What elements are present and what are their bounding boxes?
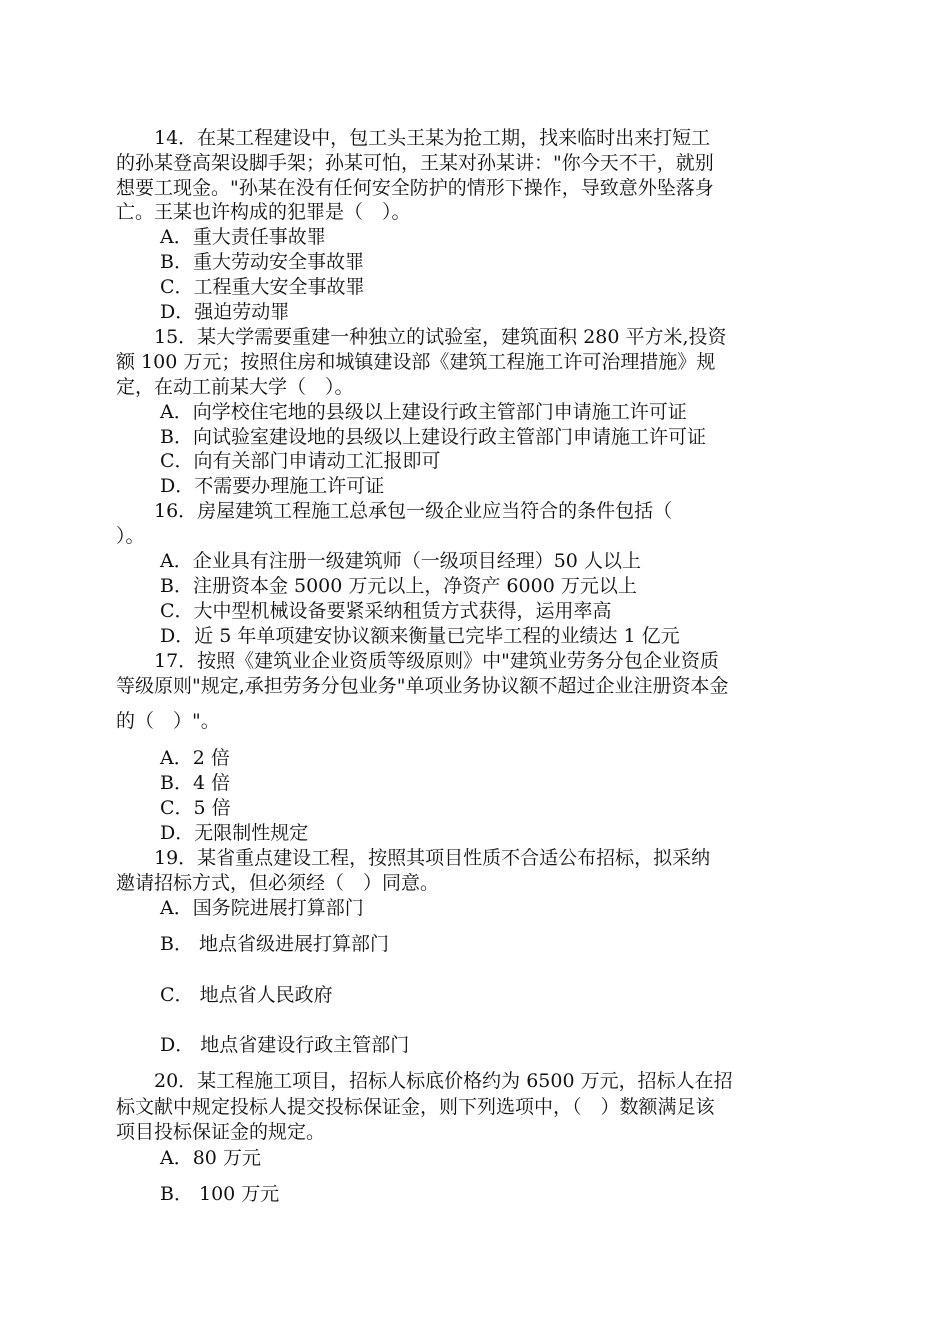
question-15-option-d: D．不需要办理施工许可证: [160, 475, 385, 497]
question-15-option-b: B．向试验室建设地的县级以上建设行政主管部门申请施工许可证: [160, 426, 706, 448]
question-20-line-3: 项目投标保证金的规定。: [116, 1121, 326, 1143]
question-20-option-b: B． 100 万元: [160, 1183, 280, 1205]
question-17-line-3: 的（ ）"。: [116, 710, 220, 732]
question-14-option-a: A．重大责任事故罪: [160, 226, 326, 248]
question-14-option-c: C．工程重大安全事故罪: [160, 276, 365, 298]
question-15-option-a: A．向学校住宅地的县级以上建设行政主管部门申请施工许可证: [160, 401, 687, 423]
question-16-option-c: C．大中型机械设备要紧采纳租赁方式获得，运用率高: [160, 600, 612, 622]
question-19-option-b: B． 地点省级进展打算部门: [160, 933, 390, 955]
question-20-line-2: 标文献中规定投标人提交投标保证金，则下列选项中，（ ）数额满足该: [116, 1096, 715, 1118]
question-15-line-3: 定，在动工前某大学（ ）。: [116, 376, 354, 398]
question-17-line-1: 17．按照《建筑业企业资质等级原则》中"建筑业劳务分包企业资质: [116, 650, 719, 672]
question-19-option-a: A．国务院进展打算部门: [160, 897, 364, 919]
question-16-option-d: D．近 5 年单项建安协议额来衡量已完毕工程的业绩达 1 亿元: [160, 625, 680, 647]
question-14-line-4: 亡。王某也许构成的犯罪是（ ）。: [116, 201, 411, 223]
question-19-option-d: D． 地点省建设行政主管部门: [160, 1034, 410, 1056]
question-14-line-3: 想要工现金。"孙某在没有任何安全防护的情形下操作，导致意外坠落身: [116, 177, 714, 199]
question-17-option-d: D．无限制性规定: [160, 822, 309, 844]
question-17-line-2: 等级原则"规定,承担劳务分包业务"单项业务协议额不超过企业注册资本金: [116, 675, 729, 697]
question-16-line-1: 16．房屋建筑工程施工总承包一级企业应当符合的条件包括（: [116, 500, 673, 522]
question-14-option-b: B．重大劳动安全事故罪: [160, 251, 364, 273]
question-20-line-1: 20．某工程施工项目，招标人标底价格约为 6500 万元，招标人在招: [116, 1070, 733, 1092]
question-19-line-2: 邀请招标方式，但必须经（ ）同意。: [116, 872, 440, 894]
question-15-line-2: 额 100 万元；按照住房和城镇建设部《建筑工程施工许可治理措施》规: [116, 351, 716, 373]
question-17-option-a: A．2 倍: [160, 747, 230, 769]
question-16-line-2: ）。: [116, 525, 145, 547]
question-19-line-1: 19．某省重点建设工程，按照其项目性质不合适公布招标，拟采纳: [116, 847, 711, 869]
question-16-option-b: B．注册资本金 5000 万元以上，净资产 6000 万元以上: [160, 575, 637, 597]
question-15-line-1: 15．某大学需要重建一种独立的试验室，建筑面积 280 平方米,投资: [116, 326, 727, 348]
question-14-line-1: 14．在某工程建设中，包工头王某为抢工期，找来临时出来打短工: [116, 127, 711, 149]
question-15-option-c: C．向有关部门申请动工汇报即可: [160, 450, 441, 472]
question-17-option-c: C．5 倍: [160, 797, 231, 819]
question-16-option-a: A．企业具有注册一级建筑师（一级项目经理）50 人以上: [160, 550, 641, 572]
question-14-option-d: D．强迫劳动罪: [160, 301, 290, 323]
question-20-option-a: A．80 万元: [160, 1147, 261, 1169]
question-17-option-b: B．4 倍: [160, 772, 231, 794]
question-19-option-c: C． 地点省人民政府: [160, 984, 333, 1006]
question-14-line-2: 的孙某登高架设脚手架；孙某可怕，王某对孙某讲："你今天不干，就别: [116, 152, 714, 174]
